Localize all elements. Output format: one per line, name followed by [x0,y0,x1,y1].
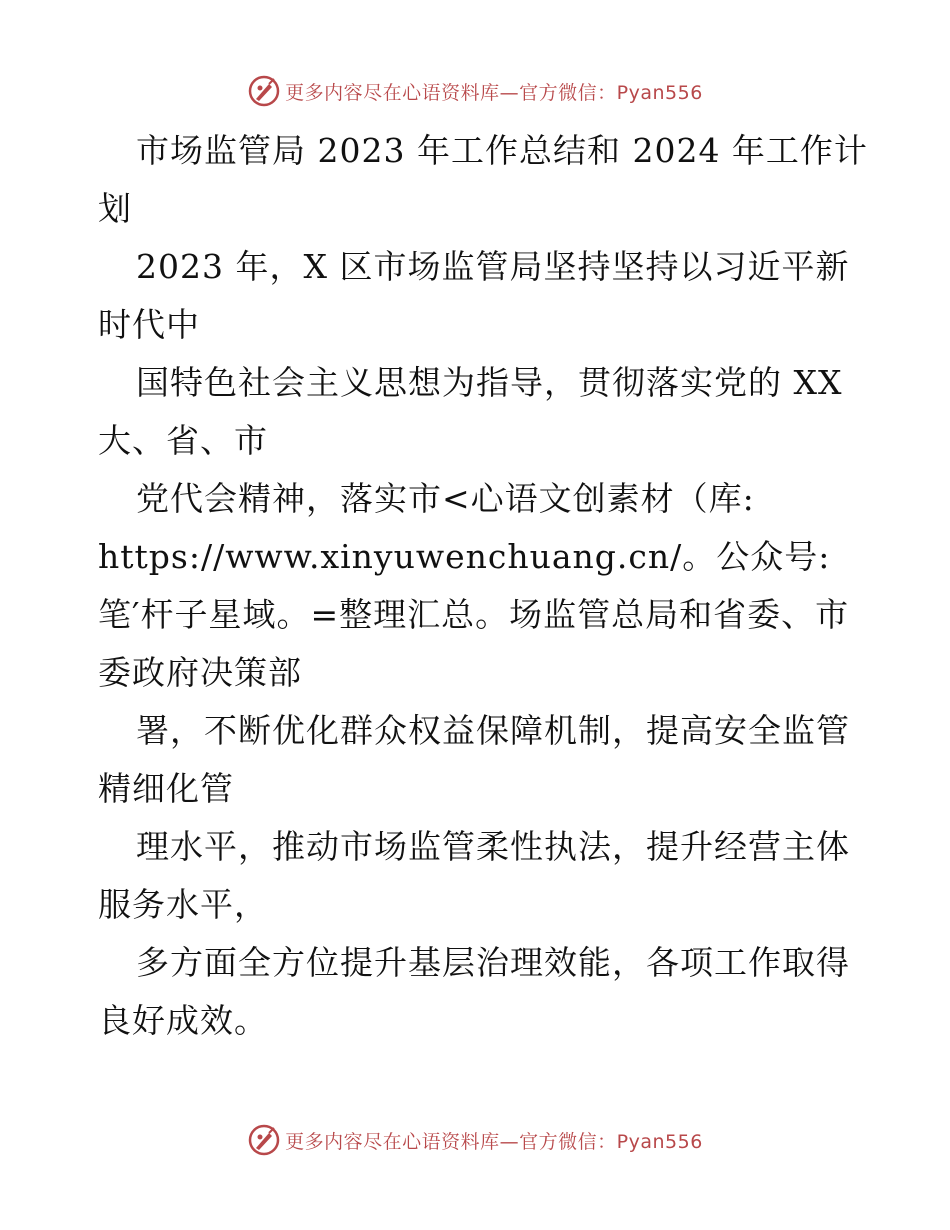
footer-banner-text: 更多内容尽在心语资料库—官方微信：Pyan556 [285,1130,703,1153]
text-line: 国特色社会主义思想为指导，贯彻落实党的 XX [136,363,843,402]
text-line: 精细化管 [98,769,234,808]
text-line: https://www.xinyuwenchuang.cn/。公众号: [98,537,831,576]
quill-pen-logo-icon [247,1123,281,1157]
text-line: 理水平，推动市场监管柔性执法，提升经营主体 [136,827,850,866]
text-line: 笔′杆子星域。=整理汇总。场监管总局和省委、市 [98,595,850,634]
text-line: 划 [98,189,132,228]
text-line: 服务水平， [98,885,268,924]
text-line: 时代中 [98,305,200,344]
text-line: 署，不断优化群众权益保障机制，提高安全监管 [136,711,850,750]
text-line: 市场监管局 2023 年工作总结和 2024 年工作计 [136,131,868,170]
quill-pen-logo-icon [247,74,281,108]
header-banner-text: 更多内容尽在心语资料库—官方微信：Pyan556 [285,81,703,104]
text-line: 委政府决策部 [98,653,302,692]
header-banner [0,71,950,111]
text-line: 党代会精神，落实市<心语文创素材（库: [136,479,755,518]
text-line: 良好成效。 [98,1001,268,1040]
document-body [98,122,868,1050]
text-line: 多方面全方位提升基层治理效能，各项工作取得 [136,943,850,982]
text-line: 2023 年，X 区市场监管局坚持坚持以习近平新 [136,247,850,286]
text-line: 大、省、市 [98,421,268,460]
footer-banner [0,1120,950,1160]
